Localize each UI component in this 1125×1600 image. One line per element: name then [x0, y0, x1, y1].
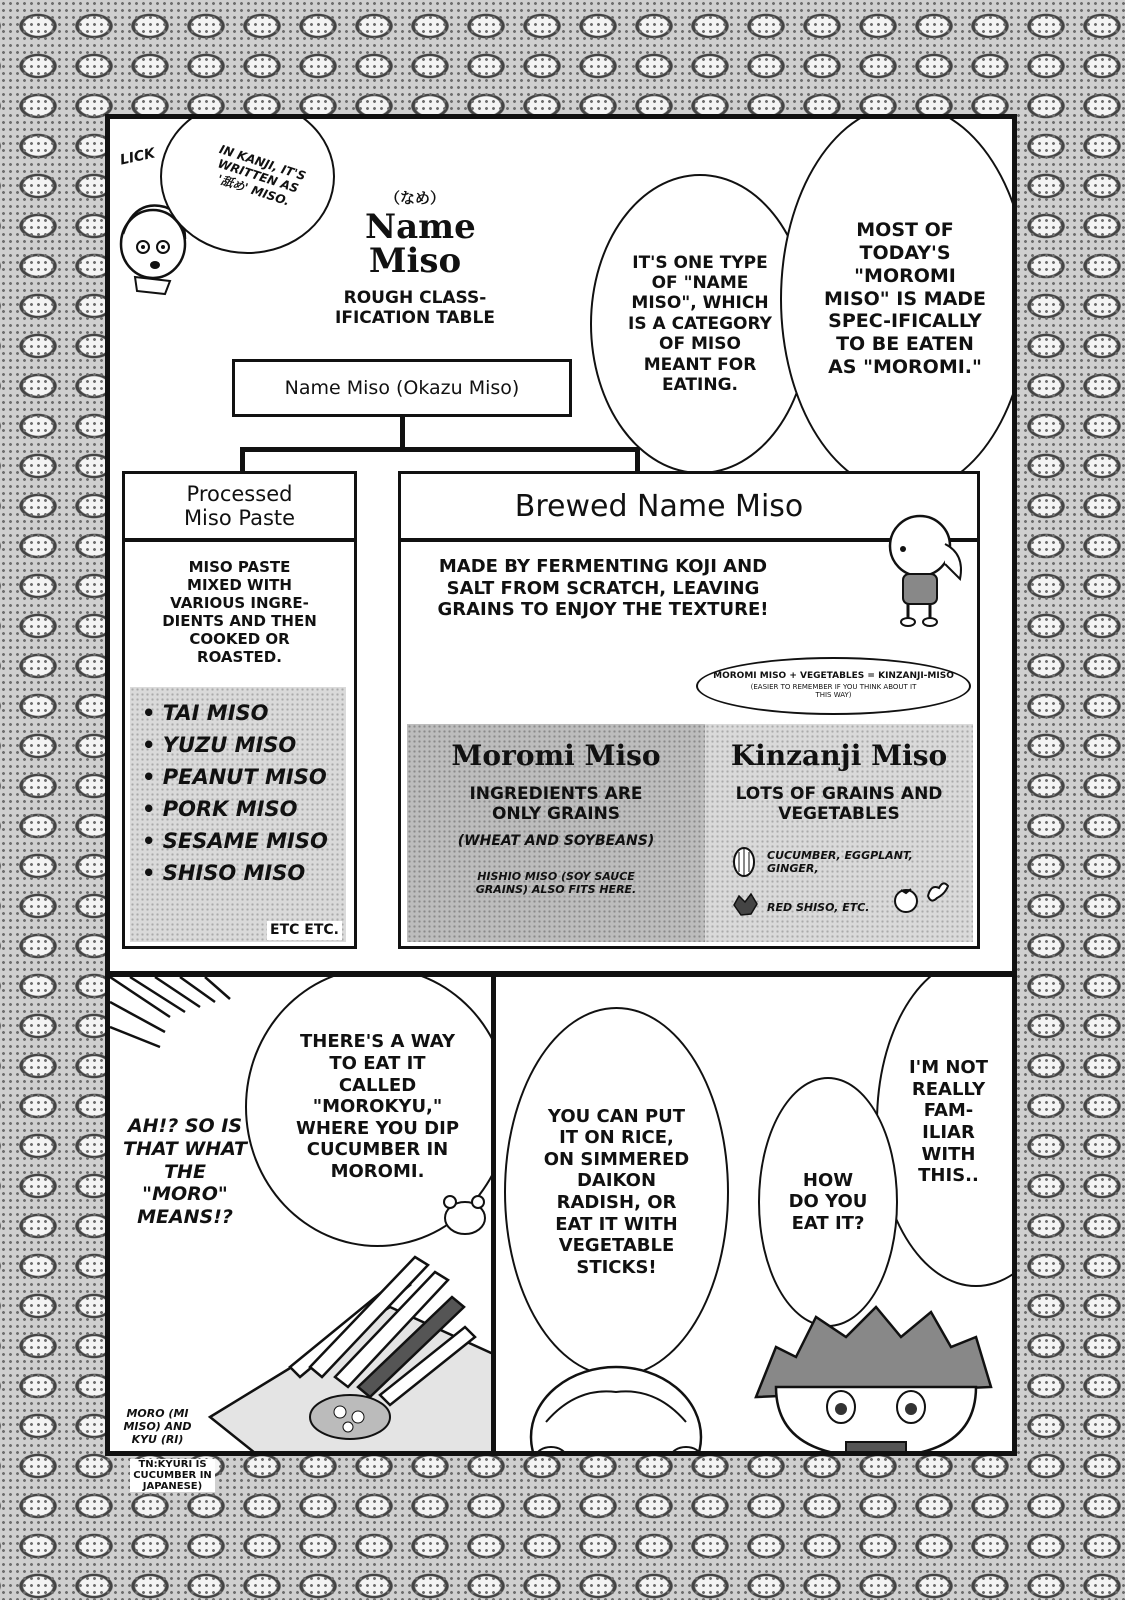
one-type-speech-bubble: IT'S ONE TYPE OF "NAME MISO", WHICH IS A CATEGORY OF MISO MEANT FOR EATING. [590, 174, 810, 474]
tree-root-label: Name Miso (Okazu Miso) [284, 377, 520, 399]
list-item: • SESAME MISO [142, 829, 346, 853]
kinzanji-miso-section [705, 724, 973, 942]
way-to-eat-speech-bubble: THERE'S A WAY TO EAT IT CALLED "MOROKYU," WHERE YOU DIP CUCUMBER IN MOROMI. [245, 972, 497, 1247]
etc-text: ETC ETC. [267, 921, 342, 940]
chibi-girl-illustration [875, 504, 970, 629]
kinzanji-veg-line1: CUCUMBER, EGGPLANT, GINGER, [767, 849, 913, 876]
translator-note: TN:KYURI IS CUCUMBER IN JAPANESE) [130, 1459, 215, 1492]
list-item: • PEANUT MISO [142, 765, 346, 789]
furigana-text: （なめ） [384, 189, 445, 207]
brewed-miso-description: MADE BY FERMENTING KOJI AND SALT FROM SCRATCH, LEAVING GRAINS TO ENJOY THE TEXTURE! [437, 556, 769, 621]
classification-header [300, 187, 530, 329]
kinzanji-note-bubble: MOROMI MISO + VEGETABLES = KINZANJI-MISO (EASIER TO REMEMBER IF YOU THINK ABOUT IT THIS WAY) [696, 657, 971, 715]
ah-speech-bubble: AH!? SO IS THAT WHAT THE "MORO" MEANS!? [122, 1115, 248, 1229]
kanji-speech-bubble: IN KANJI, IT'S WRITTEN AS '舐め' MISO. [160, 114, 335, 254]
processed-miso-title-box [122, 471, 357, 541]
top-panel [105, 114, 1017, 976]
list-item: • TAI MISO [142, 701, 346, 725]
tree-connector [635, 447, 640, 473]
tree-root-box [232, 359, 572, 417]
page-title: Name Miso [365, 207, 476, 281]
brewed-miso-title: Brewed Name Miso [514, 488, 804, 524]
moromi-miso-ingredients: INGREDIENTS ARE ONLY GRAINS [469, 784, 643, 825]
bottom-right-panel [491, 972, 1017, 1456]
hishio-note: HISHIO MISO (SOY SAUCE GRAINS) ALSO FITS HERE. [475, 869, 637, 896]
list-item: • PORK MISO [142, 797, 346, 821]
list-item: • SHISO MISO [142, 861, 346, 885]
processed-miso-title: Processed Miso Paste [183, 481, 296, 530]
cucumber-icon [731, 846, 757, 878]
processed-miso-description: MISO PASTE MIXED WITH VARIOUS INGRE-DIENTS AND THEN COOKED OR ROASTED. [162, 558, 317, 666]
page-subtitle: ROUGH CLASS-IFICATION TABLE [335, 288, 495, 329]
kinzanji-miso-title: Kinzanji Miso [730, 739, 948, 772]
not-familiar-speech-bubble: I'M NOT REALLY FAM-ILIAR WITH THIS.. [876, 972, 1017, 1287]
moromi-miso-grains: (WHEAT AND SOYBEANS) [457, 832, 655, 849]
moromi-miso-section [407, 724, 705, 942]
list-item: • YUZU MISO [142, 733, 346, 757]
ginger-icon [923, 876, 953, 906]
most-of-speech-bubble: MOST OF TODAY'S "MOROMI MISO" IS MADE SPEC-IFICALLY TO BE EATEN AS "MOROMI." [780, 114, 1017, 494]
processed-miso-list-area [130, 687, 346, 942]
boy-character-illustration [736, 1277, 1016, 1456]
manga-page [105, 114, 1017, 1490]
processed-miso-content-box [122, 539, 357, 949]
processed-miso-list [142, 701, 346, 885]
kinzanji-miso-ingredients: LOTS OF GRAINS AND VEGETABLES [735, 784, 943, 825]
kinzanji-veg-line2: RED SHISO, ETC. [767, 901, 870, 914]
you-can-speech-bubble: YOU CAN PUT IT ON RICE, ON SIMMERED DAIKON RADISH, OR EAT IT WITH VEGETABLE STICKS! [504, 1007, 729, 1377]
tree-connector [240, 447, 245, 473]
lick-sfx: LICK [118, 145, 157, 169]
how-speech-bubble: HOW DO YOU EAT IT? [758, 1077, 898, 1327]
moromi-miso-title: Moromi Miso [451, 739, 661, 772]
moro-kyu-caption: MORO (MI MISO) AND KYU (RI) [123, 1407, 192, 1447]
tree-connector [400, 417, 405, 449]
bear-mascot-illustration [440, 1192, 490, 1237]
morokyu-cucumber-sticks-illustration [200, 1217, 497, 1456]
bottom-left-panel [105, 972, 497, 1456]
baby-character-illustration [516, 1347, 716, 1456]
red-shiso-icon [731, 892, 761, 918]
eggplant-icon [891, 884, 921, 914]
tree-connector [240, 447, 640, 452]
